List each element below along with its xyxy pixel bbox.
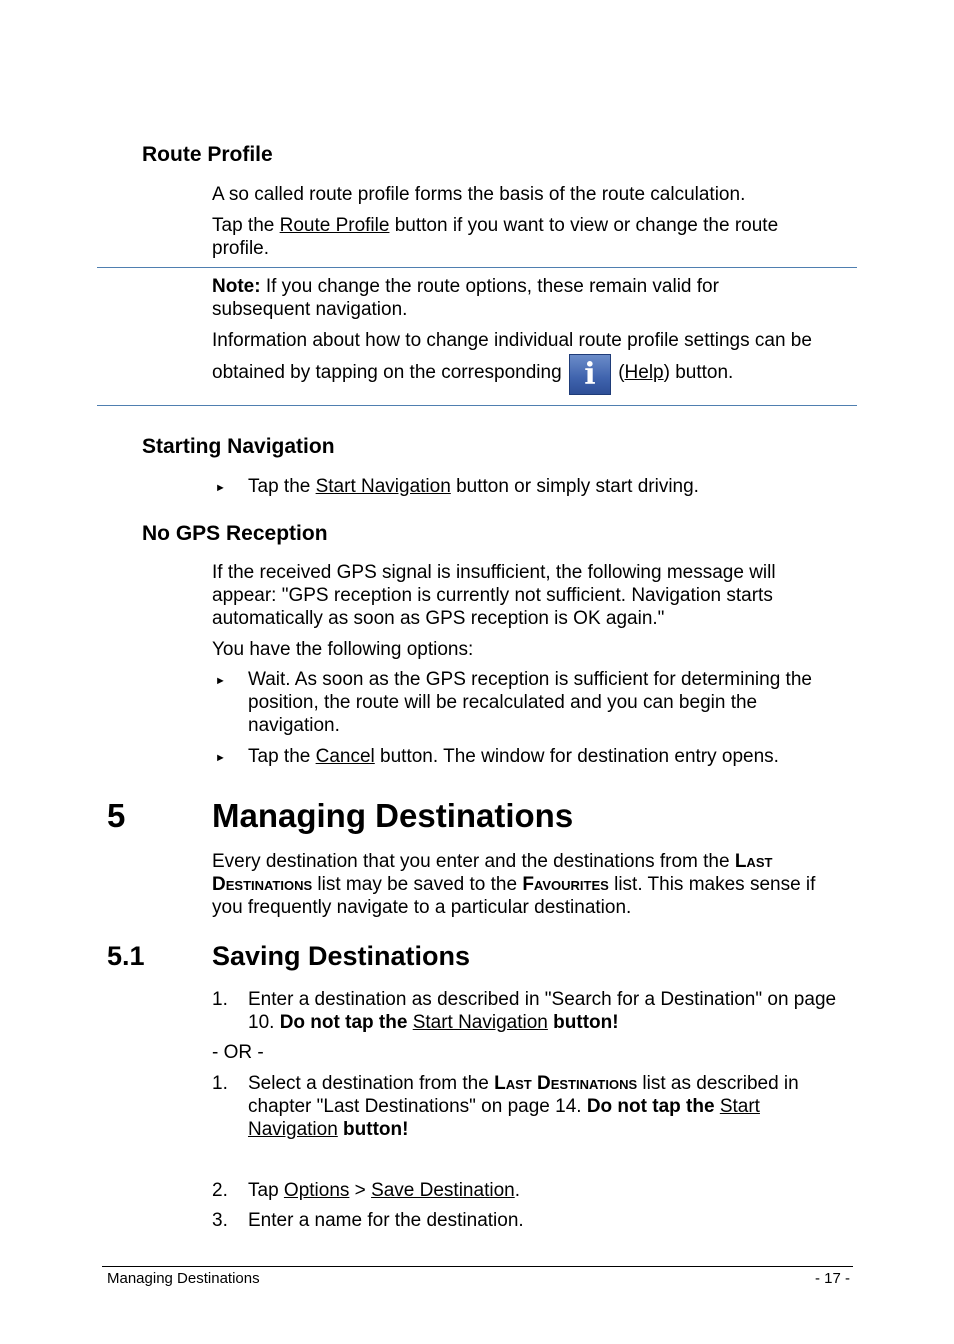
step-3: Enter a name for the destination.: [248, 1210, 524, 1231]
step-1a: [248, 988, 848, 1034]
start-navigation-link: Start Navigation: [412, 1012, 548, 1033]
footer-rule: [102, 1266, 853, 1267]
text: button if you want to view or change the route profile.: [212, 215, 779, 259]
favourites-term: Favourites: [522, 874, 609, 895]
text: Tap the: [248, 746, 316, 767]
text: Tap: [248, 1180, 284, 1201]
no-gps-paragraph-1: If the received GPS signal is insufficient, the following message will appear: "GPS reception is currently not sufficient. Navigation starts automatically as soon as GPS reception is OK again.": [212, 562, 776, 629]
text: .: [514, 1180, 520, 1201]
text: Do not tap the: [586, 1096, 720, 1117]
step-number: 1.: [212, 989, 228, 1010]
or-separator: - OR -: [212, 1042, 264, 1063]
bullet-arrow-icon: ►: [215, 752, 226, 764]
note-text: If you change the route options, these remain valid for subsequent navigation.: [212, 276, 719, 320]
no-gps-paragraph-2: You have the following options:: [212, 639, 474, 660]
route-profile-paragraph-2: [212, 214, 822, 260]
bullet-arrow-icon: ►: [215, 482, 226, 494]
note-top-rule: [97, 267, 857, 268]
step-number: 1.: [212, 1073, 228, 1094]
section-title: Saving Destinations: [212, 941, 471, 971]
bullet-arrow-icon: ►: [215, 675, 226, 687]
cancel-link: Cancel: [315, 746, 375, 767]
help-link: Help: [624, 362, 664, 383]
heading-starting-navigation: Starting Navigation: [142, 435, 335, 458]
options-link: Options: [283, 1180, 350, 1201]
heading-route-profile: Route Profile: [142, 143, 273, 166]
chapter-title: Managing Destinations: [212, 797, 574, 834]
section-number: 5.1: [107, 941, 145, 971]
text: Tap the: [212, 215, 280, 236]
text: list. This makes sense if you frequently navigate to a particular destination.: [212, 874, 816, 918]
note-info-line-2: [212, 351, 852, 395]
text: Do not tap the: [279, 1012, 413, 1033]
start-navigation-link: Start Navigation: [248, 1096, 760, 1140]
chapter-number: 5: [107, 797, 126, 834]
route-profile-link: Route Profile: [279, 215, 390, 236]
starting-navigation-bullet: [248, 475, 853, 498]
note-paragraph: [212, 275, 812, 321]
footer-left: Managing Destinations: [107, 1270, 260, 1287]
last-destinations-term: Last Destinations: [212, 851, 773, 895]
text: Every destination that you enter and the destinations from the: [212, 851, 735, 872]
no-gps-bullet-1: Wait. As soon as the GPS reception is sufficient for determining the position, the route will be recalculated and you can begin the navigation.: [248, 669, 812, 736]
step-1b: [248, 1072, 853, 1141]
last-destinations-term: Last Destinations: [494, 1073, 638, 1094]
save-destination-link: Save Destination: [371, 1180, 515, 1201]
footer-page-number: - 17 -: [814, 1270, 850, 1287]
start-navigation-link: Start Navigation: [315, 476, 451, 497]
heading-no-gps: No GPS Reception: [142, 522, 328, 545]
step-2: [248, 1179, 853, 1202]
text: Tap the: [248, 476, 316, 497]
no-gps-bullet-2: [248, 745, 853, 768]
text: button!: [337, 1119, 409, 1140]
text: obtained by tapping on the corresponding: [212, 362, 567, 383]
info-icon: i: [569, 354, 611, 395]
text: >: [349, 1180, 372, 1201]
note-bottom-rule: [97, 405, 857, 406]
text: button or simply start driving.: [450, 476, 699, 497]
text: button. The window for destination entry opens.: [374, 746, 779, 767]
text: list as described in chapter "Last Destinations" on page 14.: [248, 1073, 799, 1117]
text: Enter a destination as described in "Search for a Destination" on page 10.: [248, 989, 837, 1033]
route-profile-paragraph-1: A so called route profile forms the basis of the route calculation.: [212, 184, 746, 205]
step-number: 3.: [212, 1210, 228, 1231]
text: (: [612, 362, 625, 383]
text: button!: [547, 1012, 619, 1033]
note-label: Note:: [212, 276, 261, 297]
text: Select a destination from the: [248, 1073, 495, 1094]
text: list may be saved to the: [312, 874, 523, 895]
note-info-line-1: Information about how to change individual route profile settings can be: [212, 330, 812, 351]
chapter-paragraph: [212, 850, 827, 919]
step-number: 2.: [212, 1180, 228, 1201]
text: ) button.: [663, 362, 734, 383]
